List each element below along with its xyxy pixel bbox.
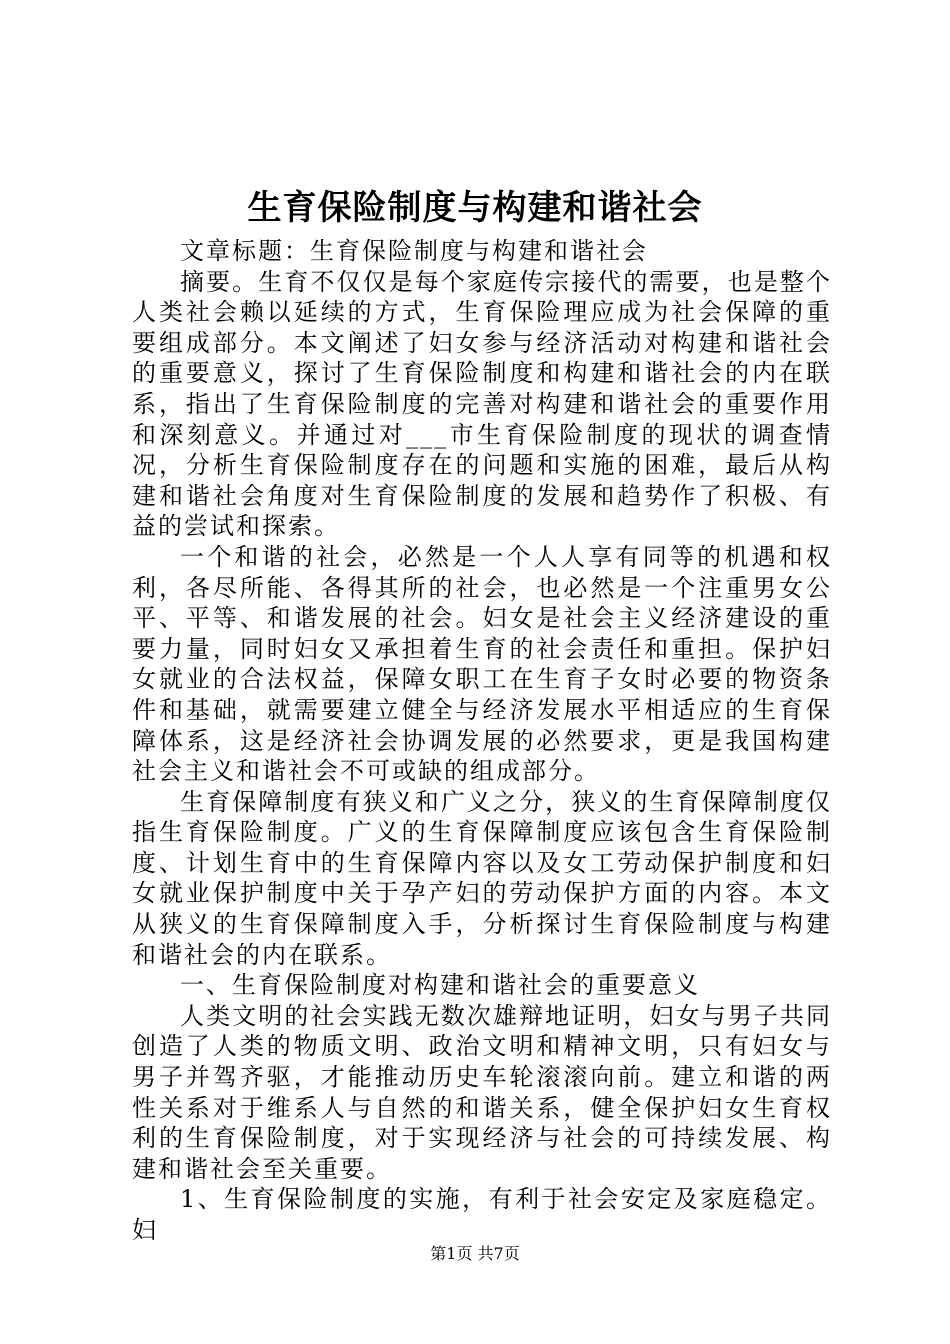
article-title-line: 文章标题：生育保险制度与构建和谐社会	[180, 237, 648, 265]
abstract-paragraph: 摘要。生育不仅仅是每个家庭传宗接代的需要，也是整个人类社会赖以延续的方式，生育保险理应成为社会保障的重要组成部分。本文阐述了妇女参与经济活动对构建和谐社会的重要意义，探讨了生育保险制度和构建和谐社会的内在联系，指出了生育保险制度的完善对构建和谐社会的重要作用和深刻意义。并通过对___市生育保险制度的现状的调查情况，分析生育保险制度存在的问题和实施的困难，最后从构建和谐社会角度对生育保险制度的发展和趋势作了积极、有益的尝试和探索。	[132, 267, 832, 541]
body-paragraph: 生育保障制度有狭义和广义之分，狭义的生育保障制度仅指生育保险制度。广义的生育保障制度应该包含生育保险制度、计划生育中的生育保障内容以及女工劳动保护制度和妇女就业保护制度中关于孕产妇的劳动保护方面的内容。本文从狭义的生育保障制度入手，分析探讨生育保险制度与构建和谐社会的内在联系。	[132, 787, 832, 969]
section-heading: 一、生育保险制度对构建和谐社会的重要意义	[180, 971, 700, 1000]
body-paragraph: 人类文明的社会实践无数次雄辩地证明，妇女与男子共同创造了人类的物质文明、政治文明和精神文明，只有妇女与男子并驾齐驱，才能推动历史车轮滚滚向前。建立和谐的两性关系对于维系人与自然的和谐关系，健全保护妇女生育权利的生育保险制度，对于实现经济与社会的可持续发展、构建和谐社会至关重要。	[132, 1001, 832, 1183]
body-paragraph: 一个和谐的社会，必然是一个人人享有同等的机遇和权利，各尽所能、各得其所的社会，也必然是一个注重男女公平、平等、和谐发展的社会。妇女是社会主义经济建设的重要力量，同时妇女又承担着生育的社会责任和重担。保护妇女就业的合法权益，保障女职工在生育子女时必要的物资条件和基础，就需要建立健全与经济发展水平相适应的生育保障体系，这是经济社会协调发展的必然要求，更是我国构建社会主义和谐社会不可或缺的组成部分。	[132, 542, 832, 786]
document-body	[132, 236, 832, 1246]
page-footer	[0, 1244, 950, 1264]
body-paragraph: 1、生育保险制度的实施，有利于社会安定及家庭稳定。妇	[132, 1185, 832, 1244]
document-title: 生育保险制度与构建和谐社会	[247, 188, 703, 228]
page-number: 第1页 共7页	[430, 1244, 520, 1263]
